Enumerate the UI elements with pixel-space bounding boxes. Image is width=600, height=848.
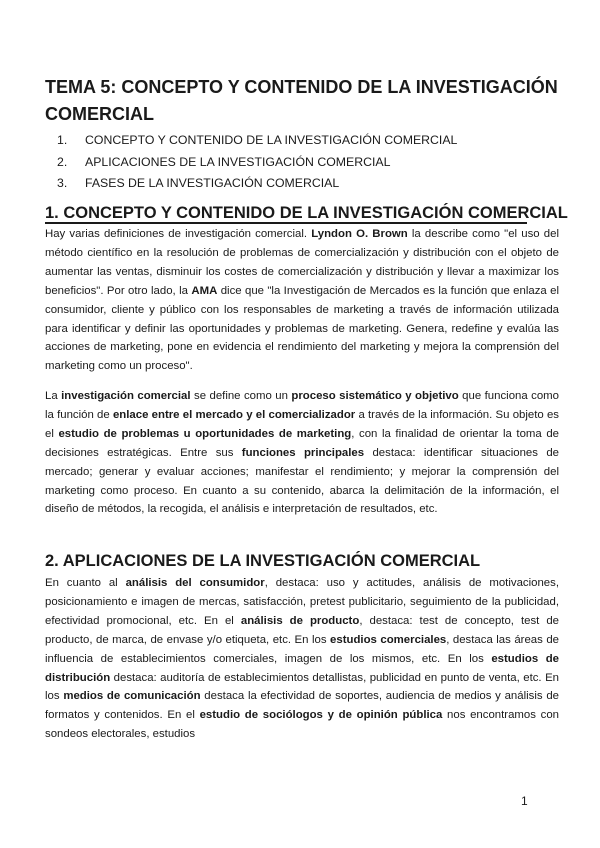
toc-item-label: CONCEPTO Y CONTENIDO DE LA INVESTIGACIÓN COMERCIAL [85,133,458,147]
toc-item-number: 1. [57,133,68,147]
bold-text: estudios de distribución [45,652,559,684]
page-title: TEMA 5: CONCEPTO Y CONTENIDO DE LA INVESTIGACIÓN COMERCIAL [45,77,558,124]
text-run: la describe como "el uso del método científico en la resolución de problemas de comercialización y distribución con el objeto de aumentar las ventas, disminuir los costes de comercialización y distribución y llevar a maximizar los beneficios". Por otro lado, la [45,228,559,297]
text-run: , destaca: test de concepto, test de producto, de marca, de envase y/o etiqueta, etc. En los [45,614,560,646]
bold-text: análisis de producto [240,614,360,627]
bold-text: Lyndon O. Brown [311,228,408,240]
text-run: , destaca las áreas de influencia de establecimientos comerciales, imagen de los mismos, etc. En los [45,633,559,665]
text-run: destaca: auditoría de establecimientos detallistas, publicidad en punto de venta, etc. En los [45,671,559,703]
bold-text: enlace entre el mercado y el comercializador [112,408,356,421]
bold-text: análisis del consumidor [125,577,265,589]
table-of-contents [45,130,457,195]
text-run: , destaca: uso y actitudes, análisis de motivaciones, posicionamiento e imagen de mercas, satisfacción, pretest publicitario, seguimiento de la publicidad, efectividad promocional, etc. En el [45,577,559,627]
section-2-heading: 2. APLICACIONES DE LA INVESTIGACIÓN COMERCIAL [45,552,481,570]
toc-item [45,173,457,195]
text-run: Hay varias definiciones de investigación comercial. [45,228,312,240]
text-run: se define como un [190,390,292,402]
text-run: destaca la efectividad de soportes, audiencia de medios y análisis de formatos y contenidos. En el [45,690,559,722]
bold-text: estudio de sociólogos y de opinión pública [199,709,443,722]
text-run: a través de la información. Su objeto es el [45,408,559,440]
page-number: 1 [521,794,528,808]
bold-text: AMA [191,284,218,297]
bold-text: medios de comunicación [63,690,201,703]
section-1-heading: 1. CONCEPTO Y CONTENIDO DE LA INVESTIGACIÓN COMERCIAL [45,204,568,222]
text-run: dice que "la Investigación de Mercados es la función que enlaza el consumidor, cliente y público con los responsables de marketing a través de información utilizada para identificar y definir las oportunidades y problemas de marketing. Genera, redefine y evalúa las acciones de marketing, pone en evidencia el rendimiento del marketing y mejora la comprensión del marketing como un proceso". [45,284,559,373]
bold-text: estudios comerciales [330,633,447,646]
text-run: , con la finalidad de orientar la toma de decisiones estratégicas. Entre sus [45,427,560,459]
section-1-underline [45,222,527,224]
text-run: destaca: identificar situaciones de mercado; generar y evaluar acciones; manifestar el rendimiento; y mejorar la comprensión del marketing como proceso. En cuanto a su contenido, abarca la delimitación de la información, el diseño de métodos, la recogida, el análisis e interpretación de resultados, etc. [45,446,559,516]
toc-item [45,130,457,152]
section-1-paragraph-2 [45,387,559,519]
section-1-paragraph-1 [45,225,559,376]
toc-item-label: APLICACIONES DE LA INVESTIGACIÓN COMERCIAL [85,154,391,169]
text-run: En cuanto al [45,577,126,589]
text-run: que funciona como la función de [45,390,559,421]
bold-text: estudio de problemas u oportunidades de marketing [58,427,352,440]
toc-item-label: FASES DE LA INVESTIGACIÓN COMERCIAL [85,176,340,190]
bold-text: funciones principales [241,446,365,459]
bold-text: investigación comercial [61,390,191,402]
toc-item-number: 2. [57,154,68,169]
text-run: nos encontramos con sondeos electorales, estudios [45,709,560,741]
toc-item-number: 3. [57,176,68,190]
bold-text: proceso sistemático y objetivo [291,390,459,402]
section-2-paragraph-1 [45,574,559,744]
text-run: La [45,390,62,402]
toc-item [45,152,457,174]
